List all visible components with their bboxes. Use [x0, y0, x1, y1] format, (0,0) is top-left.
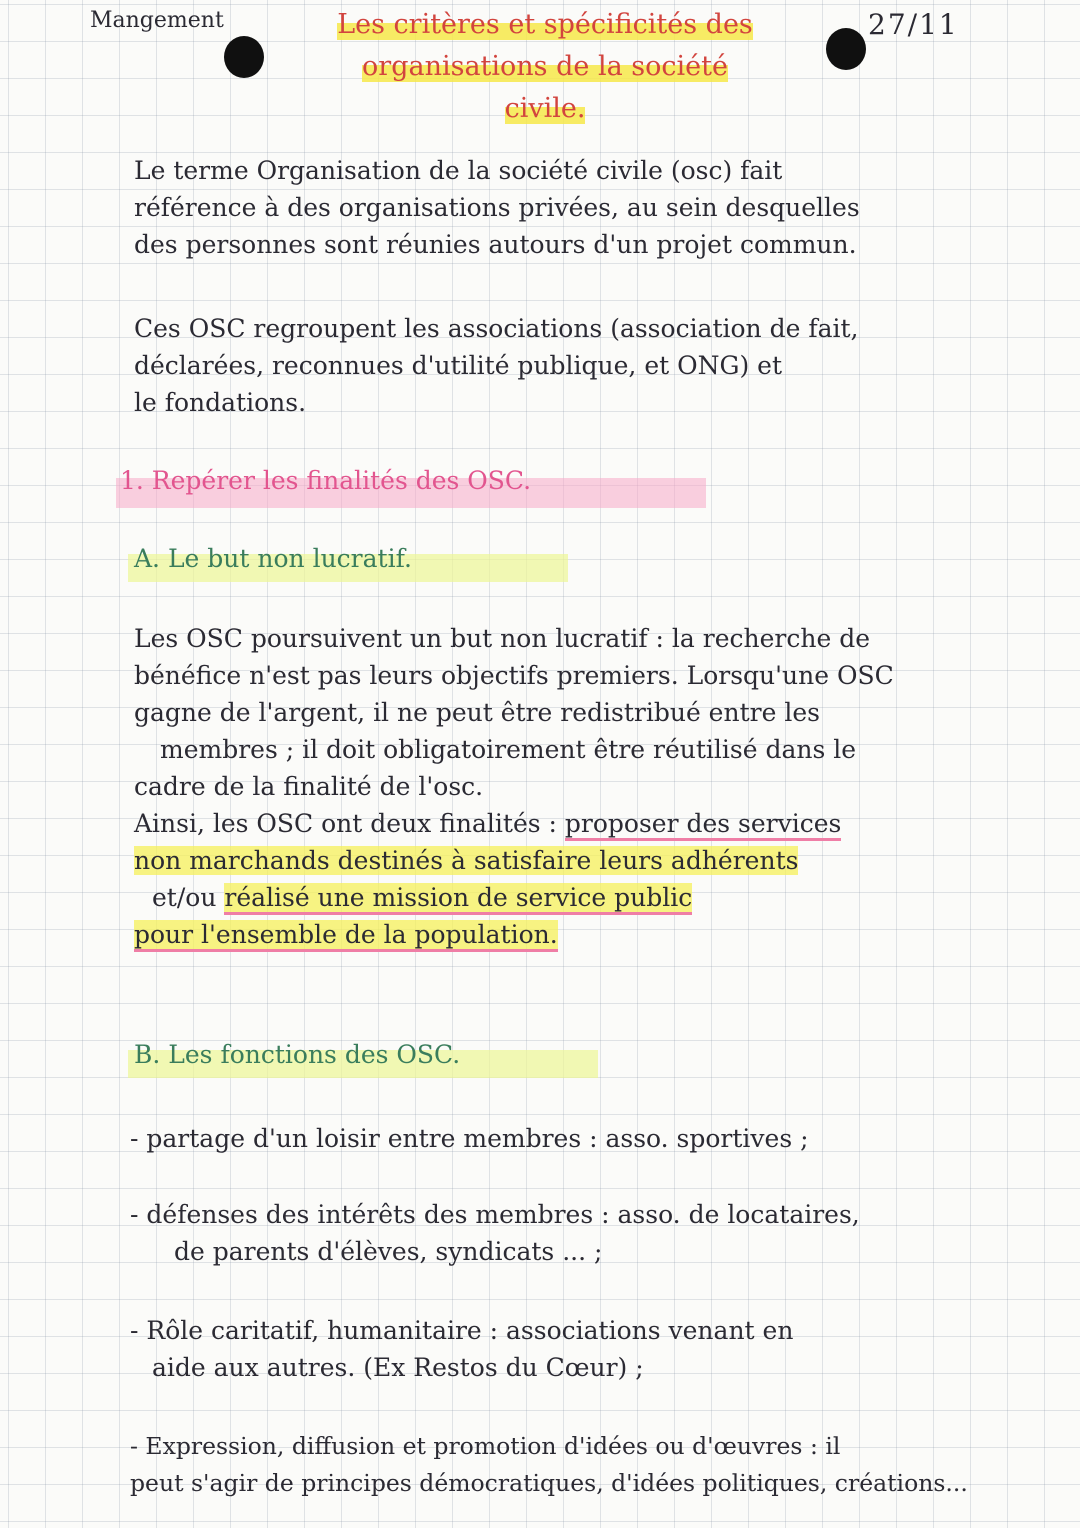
subsection-a-heading: A. Le but non lucratif. [134, 544, 412, 573]
binder-hole-right [826, 28, 866, 70]
intro-paragraph-2: Ces OSC regroupent les associations (association de fait, déclarées, reconnues d'utilité publique, et ONG) et le fondations. [134, 314, 859, 417]
finalite-2-connector: et/ou [152, 883, 217, 912]
non-profit-paragraph: Les OSC poursuivent un but non lucratif : la recherche de bénéfice n'est pas leurs objectifs premiers. Lorsqu'une OSC gagne de l'argent, il ne peut être redistribué entre les membres ; il doit obligatoirement être réutilisé dans le cadre de la finalité de l'osc. Ainsi, les OSC ont deux finalités : proposer des services non marchands destinés à satisfaire leurs adhérents et/ou réalisé une mission de service public pour l'ensemble de la population. [134, 620, 1014, 953]
finalite-2-part-b: réalisé une mission de service public [224, 883, 692, 915]
function-item-3: - Rôle caritatif, humanitaire : associations venant en aide aux autres. (Ex Restos du Cœur) ; [130, 1316, 794, 1382]
finalites-intro: Ainsi, les OSC ont deux finalités : [134, 809, 557, 838]
intro-paragraph-1: Le terme Organisation de la société civile (osc) fait référence à des organisations privées, au sein desquelles des personnes sont réunies autours d'un projet commun. [134, 156, 860, 259]
title-line-2: organisations de la société [362, 51, 728, 82]
page-title [280, 4, 810, 130]
section-1-heading: 1. Repérer les finalités des OSC. [120, 466, 532, 495]
subsection-b-heading: B. Les fonctions des OSC. [134, 1040, 461, 1069]
function-item-4: - Expression, diffusion et promotion d'idées ou d'œuvres : il peut s'agir de principes démocratiques, d'idées politiques, créations... [130, 1432, 968, 1497]
title-line-1: Les critères et spécificités des [337, 9, 753, 40]
finalite-1-part-b: non marchands destinés à satisfaire leurs adhérents [134, 846, 799, 875]
subject-label: Mangement [90, 8, 224, 33]
title-line-3: civile. [504, 93, 586, 124]
date: 27/11 [868, 8, 959, 41]
finalite-2-part-c: pour l'ensemble de la population. [134, 920, 558, 952]
finalite-1-part-a: proposer des services [565, 809, 841, 841]
binder-hole-left [224, 36, 264, 78]
function-item-2: - défenses des intérêts des membres : asso. de locataires, de parents d'élèves, syndicats ... ; [130, 1200, 860, 1266]
function-item-1: - partage d'un loisir entre membres : asso. sportives ; [130, 1124, 809, 1153]
